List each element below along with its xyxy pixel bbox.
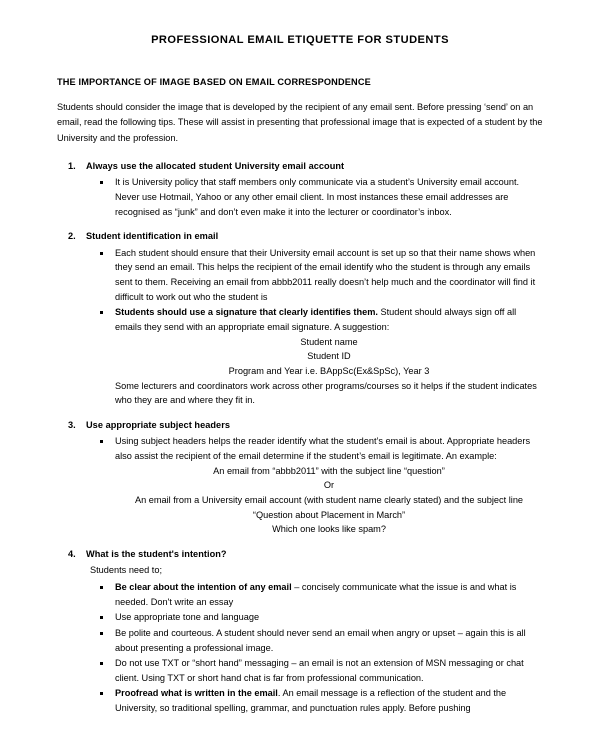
example-line: An email from “abbb2011” with the subject line “question” bbox=[213, 465, 445, 476]
bullet-bold-lead: Be clear about the intention of any email bbox=[115, 581, 292, 592]
list-item bbox=[86, 175, 543, 219]
bullet-trailing-text: Some lecturers and coordinators work across other programs/courses so it helps if the student indicates who they are and where they fit in. bbox=[115, 380, 537, 406]
item-title: Student identification in email bbox=[86, 231, 219, 242]
example-line: Which one looks like spam? bbox=[272, 524, 386, 535]
intro-paragraph: Students should consider the image that is developed by the recipient of any email sent. Before pressing ‘send’ on an email, read the following tips. These will assist in presenting that professional image that is expected of a student by the University and the profession. bbox=[57, 102, 543, 143]
item-title: What is the student's intention? bbox=[86, 548, 227, 559]
sub-list-4 bbox=[86, 580, 543, 716]
list-item-3 bbox=[57, 419, 543, 537]
signature-block bbox=[115, 335, 543, 379]
sub-list-2 bbox=[86, 246, 543, 408]
list-item-4 bbox=[57, 548, 543, 716]
page-title: PROFESSIONAL EMAIL ETIQUETTE FOR STUDENTS bbox=[151, 34, 449, 46]
list-item bbox=[86, 626, 543, 655]
list-item-2 bbox=[57, 230, 543, 408]
list-item bbox=[86, 656, 543, 685]
tips-list bbox=[57, 160, 543, 716]
bullet-text: Each student should ensure that their University email account is set up so that their name shows when they send an email. This helps the recipient of the email identify who the student is through any emails sent to them. Receiving an email from abbb2011 really doesn’t help much and the coordinator will find it difficult to work out who the student is bbox=[115, 247, 536, 302]
list-item bbox=[86, 246, 543, 305]
signature-line: Student name bbox=[300, 336, 358, 347]
list-item bbox=[86, 580, 543, 609]
section-heading: THE IMPORTANCE OF IMAGE BASED ON EMAIL CORRESPONDENCE bbox=[57, 77, 371, 87]
bullet-text: Be polite and courteous. A student should never send an email when angry or upset – again this is all about presenting a professional image. bbox=[115, 627, 526, 653]
sub-list-3 bbox=[86, 434, 543, 537]
list-item-1 bbox=[57, 160, 543, 219]
item-title: Use appropriate subject headers bbox=[86, 419, 231, 430]
subject-example-block bbox=[115, 464, 543, 537]
list-item bbox=[86, 610, 543, 625]
bullet-text: Using subject headers helps the reader identify what the student’s email is about. Appropriate headers also assist the recipient of the email determine if the student’s email is legitimate. An example: bbox=[115, 436, 531, 461]
sub-list-1 bbox=[86, 175, 543, 219]
item-title: Always use the allocated student University email account bbox=[86, 160, 345, 171]
example-line: Or bbox=[323, 480, 335, 491]
item-lead-in: Students need to; bbox=[90, 565, 163, 576]
example-line: An email from a University email account (with student name clearly stated) and the subject line “Question about Placement in March” bbox=[134, 494, 524, 520]
list-item bbox=[86, 305, 543, 408]
bullet-text: Use appropriate tone and language bbox=[115, 612, 260, 623]
bullet-text: – concisely communicate what the issue is and what is needed. Don't write an essay bbox=[115, 581, 517, 607]
bullet-text: Do not use TXT or “short hand” messaging – an email is not an extension of MSN messaging or chat client. Using TXT or short hand chat is far from professional communication. bbox=[115, 658, 524, 683]
bullet-text: . An email message is a reflection of the student and the University, so traditional spelling, grammar, and punctuation rules apply. Before pushing bbox=[115, 688, 507, 714]
list-item bbox=[86, 434, 543, 537]
signature-line: Student ID bbox=[307, 351, 351, 362]
bullet-bold-lead: Students should use a signature that clearly identifies them. bbox=[115, 307, 378, 318]
signature-line: Program and Year i.e. BAppSc(Ex&SpSc), Year 3 bbox=[228, 365, 430, 376]
list-item bbox=[86, 686, 543, 715]
bullet-text: Student should always sign off all emails they send with an appropriate email signature. A suggestion: bbox=[115, 307, 517, 332]
bullet-text: It is University policy that staff members only communicate via a student’s University email account. Never use Hotmail, Yahoo or any other email client. In most instances these email addresses are recognised as “junk” and don’t even make it into the lecturer or coordinator’s inbox. bbox=[115, 177, 520, 217]
bullet-bold-lead: Proofread what is written in the email bbox=[115, 688, 278, 699]
